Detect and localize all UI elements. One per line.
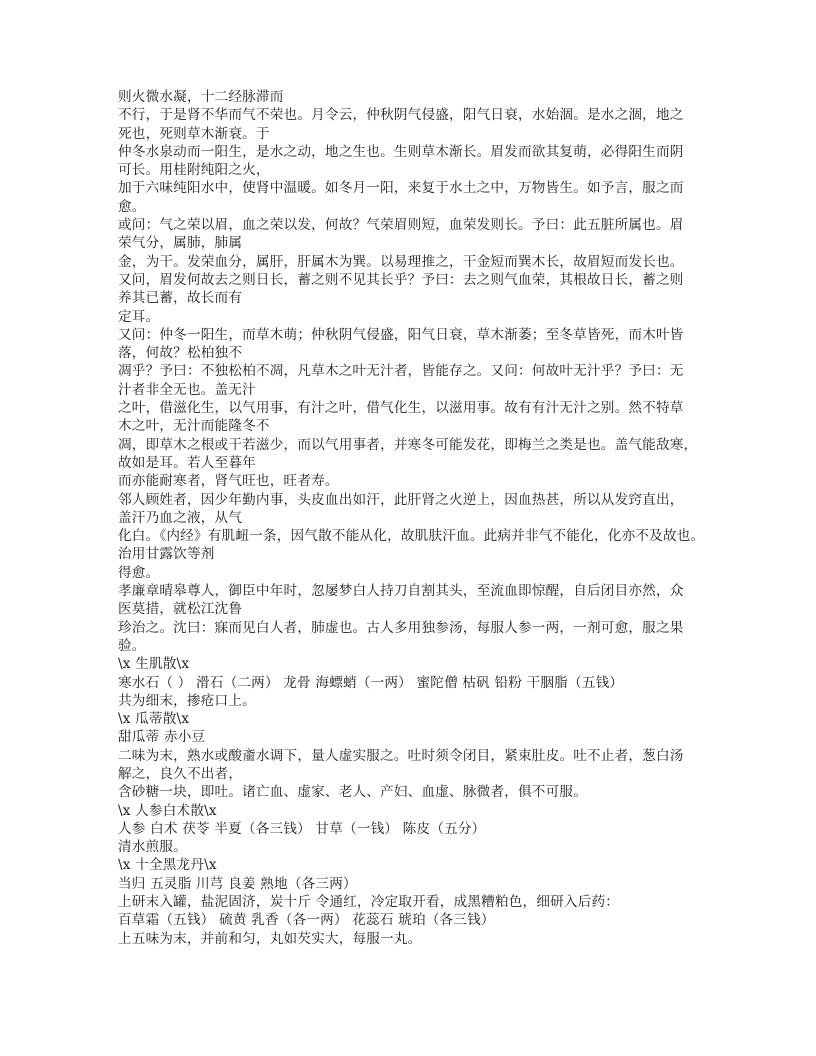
text-line: 又问：仲冬一阳生，而草木萌；仲秋阴气侵盛，阳气日衰，草木渐萎；至冬草皆死，而木叶皆: [118, 326, 684, 343]
text-line: 治用甘露饮等剂: [118, 546, 215, 563]
section-heading: \x 人参白术散\x: [118, 802, 217, 819]
section-heading: \x 生肌散\x: [118, 656, 190, 673]
text-line: 而亦能耐寒者，肾气旺也，旺者寿。: [118, 473, 339, 490]
text-line: 验。: [118, 637, 146, 654]
text-line: 汁者非全无也。盖无汁: [118, 381, 256, 398]
text-line: 凋乎？予曰：不独松柏不凋，凡草木之叶无汁者，皆能存之。又问：何故叶无汁乎？予曰：无: [118, 363, 684, 380]
text-line: 孝廉章晴皋尊人，御臣中年时，忽屡梦白人持刀自割其头，至流血即惊醒，自后闭目亦然，众: [118, 583, 684, 600]
section-heading: \x 瓜蒂散\x: [118, 711, 190, 728]
text-line: 寒水石（ ） 滑石（二两） 龙骨 海螵蛸（一两） 蜜陀僧 枯矾 铅粉 干胭脂（五钱）: [118, 674, 624, 691]
text-line: 含砂糖一块，即吐。诸亡血、虚家、老人、产妇、血虚、脉微者，俱不可服。: [118, 784, 587, 801]
text-line: 医莫措，就松江沈鲁: [118, 601, 243, 618]
text-line: 人参 白术 茯苓 半夏（各三钱） 甘草（一钱） 陈皮（五分）: [118, 820, 486, 837]
text-line: 仲冬水泉动而一阳生，是水之动，地之生也。生则草木渐长。眉发而欲其复萌，必得阳生而阴: [118, 143, 684, 160]
text-line: 愈。: [118, 198, 146, 215]
text-line: 珍治之。沈曰：寐而见白人者，肺虚也。古人多用独参汤，每服人参一两，一剂可愈，服之果: [118, 619, 684, 636]
text-line: 落，何故？松柏独不: [118, 345, 243, 362]
text-line: 可长。用桂附纯阳之火，: [118, 162, 270, 179]
text-line: 死也，死则草木渐衰。于: [118, 125, 270, 142]
text-line: 木之叶，无汁而能隆冬不: [118, 418, 270, 435]
text-line: 故如是耳。若人至暮年: [118, 454, 256, 471]
text-line: 二味为末，熟水或酸齑水调下，量人虚实服之。吐时须令闭目，紧束肚皮。吐不止者，葱白汤: [118, 747, 684, 764]
text-line: 加于六味纯阳水中，使肾中温暖。如冬月一阳，来复于水土之中，万物皆生。如予言，服之而: [118, 180, 684, 197]
text-line: 盖汗乃血之液，从气: [118, 509, 243, 526]
text-line: 或问：气之荣以眉，血之荣以发，何故？气荣眉则短，血荣发则长。予曰：此五脏所属也。眉: [118, 217, 684, 234]
text-line: 养其已蓄，故长而有: [118, 290, 243, 307]
text-line: 之叶，借滋化生，以气用事，有汁之叶，借气化生，以滋用事。故有有汁无汁之别。然不特草: [118, 400, 684, 417]
text-line: 化白。《内经》有肌衄一条，因气散不能从化，故肌肤汗血。此病并非气不能化，化亦不及故也。: [118, 528, 705, 545]
section-heading: \x 十全黑龙丹\x: [118, 857, 217, 874]
text-line: 上研末入罐，盐泥固济，炭十斤 令通红，冷定取开看，成黑糟粕色，细研入后药：: [118, 894, 620, 911]
text-line: 得愈。: [118, 564, 160, 581]
document-page: [118, 88, 704, 948]
text-line: 则火微水凝，十二经脉滞而: [118, 89, 284, 105]
text-line: 百草霜（五钱） 硫黄 乳香（各一两） 花蕊石 琥珀（各三钱）: [118, 912, 495, 929]
text-line: 金，为干。发荣血分，属肝，肝属木为巽。以易理推之，干金短而巽木长，故眉短而发长也。: [118, 253, 684, 270]
text-line: 甜瓜蒂 赤小豆: [118, 729, 206, 746]
text-line: 上五味为末，并前和匀，丸如芡实大，每服一丸。: [118, 930, 422, 947]
text-line: 定耳。: [118, 308, 160, 325]
text-line: 不行，于是肾不华而气不荣也。月令云，仲秋阴气侵盛，阳气日衰，水始涸。是水之涸，地之: [118, 107, 684, 124]
text-line: 解之，良久不出者，: [118, 765, 243, 782]
text-line: 邻人顾姓者，因少年勤内事，头皮血出如汗，此肝肾之火逆上，因血热甚，所以从发窍直出，: [118, 491, 684, 508]
text-line: 清水煎服。: [118, 839, 187, 856]
text-line: 荣气分，属肺，肺属: [118, 235, 243, 252]
text-line: 又问，眉发何故去之则日长，蓄之则不见其长乎？予曰：去之则气血荣，其根故日长，蓄之则: [118, 271, 684, 288]
text-line: 凋，即草木之根或干若滋少，而以气用事者，并寒冬可能发花，即梅兰之类是也。盖气能敌寒，: [118, 436, 698, 453]
text-line: 共为细末，掺疮口上。: [118, 692, 256, 709]
text-line: 当归 五灵脂 川芎 良姜 熟地（各三两）: [118, 875, 357, 892]
